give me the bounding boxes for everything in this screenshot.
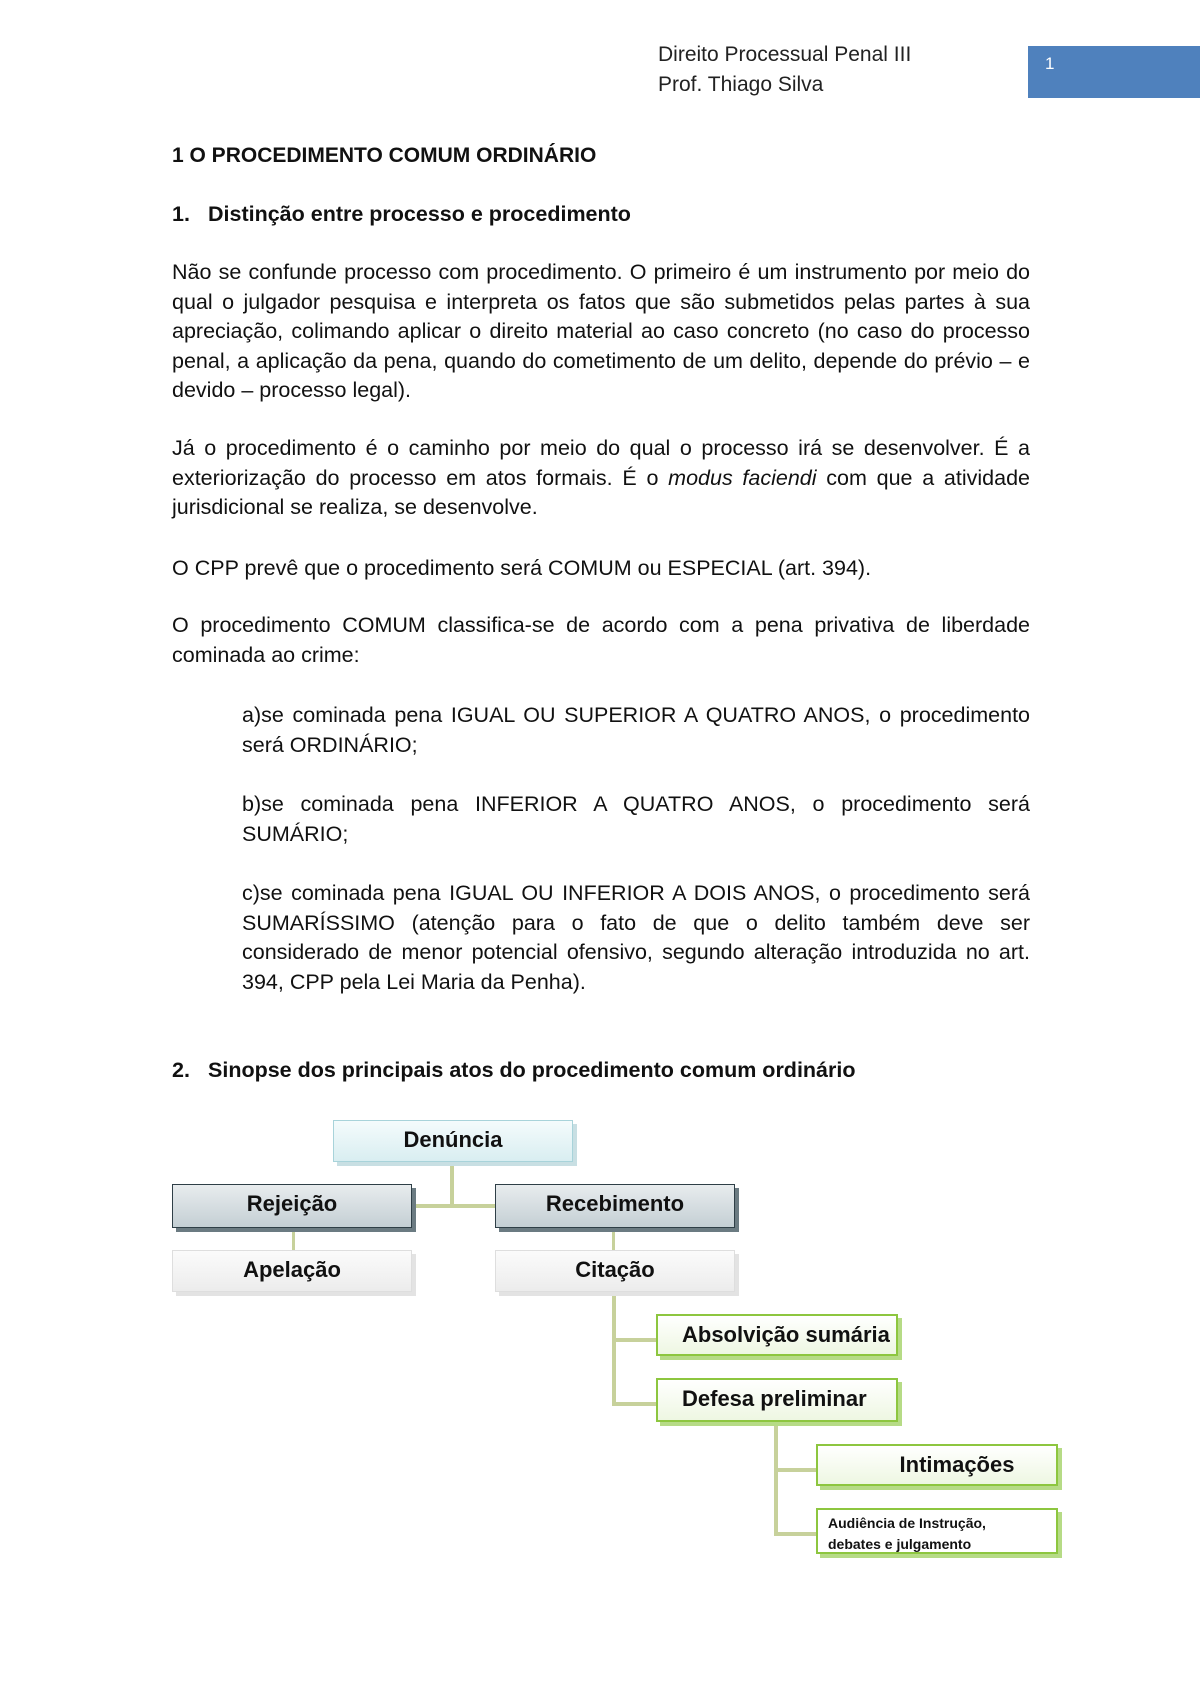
section-2-title: Sinopse dos principais atos do procedimento comum ordinário	[208, 1058, 856, 1082]
section-2-heading	[172, 1058, 855, 1083]
box-denuncia: Denúncia	[333, 1120, 573, 1162]
paragraph-procedimento-part1: Já o procedimento é o caminho por meio do qual o processo irá se desenvolver. É a exteriorização do processo em atos formais. É o	[172, 436, 1030, 490]
box-absolvicao-sumaria: Absolvição sumária	[656, 1314, 898, 1356]
paragraph-cpp: O CPP prevê que o procedimento será COMUM ou ESPECIAL (art. 394).	[172, 556, 872, 580]
box-rejeicao: Rejeição	[172, 1184, 412, 1228]
document-title: 1 O PROCEDIMENTO COMUM ORDINÁRIO	[172, 144, 597, 167]
section-1-title: Distinção entre processo e procedimento	[208, 202, 631, 226]
box-intimacoes: Intimações	[816, 1444, 1058, 1486]
list-item-c: c)se cominada pena IGUAL OU INFERIOR A DOIS ANOS, o procedimento será SUMARÍSSIMO (atenção para o fato de que o delito também deve ser considerado de menor potencial ofensivo, segundo alteração introduzida no art. 394, CPP pela Lei Maria da Penha).	[242, 881, 1030, 994]
audiencia-line-2: debates e julgamento	[828, 1536, 972, 1552]
paragraph-procedimento-italic: modus faciendi	[668, 465, 817, 490]
box-audiencia	[816, 1508, 1058, 1554]
professor-name: Prof. Thiago Silva	[658, 73, 824, 96]
paragraph-classificacao: O procedimento COMUM classifica-se de acordo com a pena privativa de liberdade cominada ao crime:	[172, 613, 1030, 667]
list-item-a: a)se cominada pena IGUAL OU SUPERIOR A QUATRO ANOS, o procedimento será ORDINÁRIO;	[242, 703, 1030, 757]
list-item-b: b)se cominada pena INFERIOR A QUATRO ANOS, o procedimento será SUMÁRIO;	[242, 792, 1030, 846]
box-recebimento: Recebimento	[495, 1184, 735, 1228]
section-2-number: 2.	[172, 1058, 190, 1082]
page-number: 1	[1045, 54, 1055, 73]
course-name: Direito Processual Penal III	[658, 43, 912, 66]
section-1-number: 1.	[172, 202, 190, 226]
paragraph-procedimento-part2: com que a atividade jurisdicional se realiza, se desenvolve.	[172, 465, 1030, 519]
section-1-heading	[172, 202, 631, 227]
box-citacao: Citação	[495, 1250, 735, 1292]
paragraph-processo: Não se confunde processo com procedimento. O primeiro é um instrumento por meio do qual o julgador pesquisa e interpreta os fatos que são submetidos pelas partes à sua apreciação, colimando aplicar o direito material ao caso concreto (no caso do processo penal, a aplicação da pena, quando do cometimento de um delito, depende do prévio – e devido – processo legal).	[172, 260, 1030, 402]
box-apelacao: Apelação	[172, 1250, 412, 1292]
audiencia-line-1: Audiência de Instrução,	[828, 1515, 986, 1531]
paragraph-procedimento	[172, 434, 1030, 523]
box-defesa-preliminar: Defesa preliminar	[656, 1378, 898, 1422]
